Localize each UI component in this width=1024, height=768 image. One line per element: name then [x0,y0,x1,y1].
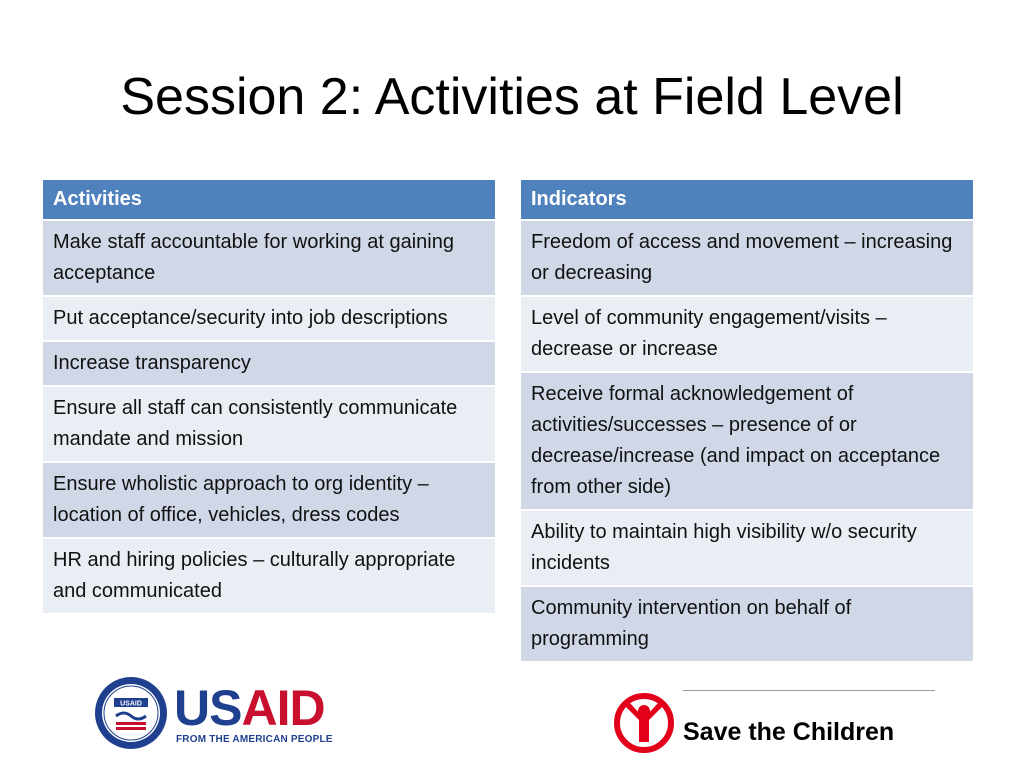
table-row [521,373,973,509]
usaid-word-us: US [174,680,242,736]
slide-title: Session 2: Activities at Field Level [120,68,904,126]
table-row [521,587,973,661]
activities-header-row [43,180,495,219]
indicator-cell: Level of community engagement/visits – decrease or increase [521,297,973,371]
table-row [43,539,495,613]
indicator-cell: Receive formal acknowledgement of activities/successes – presence of or decrease/increase (and impact on acceptance from other side) [521,373,973,509]
table-row [43,342,495,385]
table-row [43,221,495,295]
activities-header: Activities [43,180,495,219]
indicators-table [521,178,973,663]
usaid-wordmark [174,682,325,734]
activity-cell: Increase transparency [43,342,495,385]
activity-cell: Ensure wholistic approach to org identity – location of office, vehicles, dress codes [43,463,495,537]
usaid-seal-icon [94,676,168,750]
logo-rule [683,690,935,691]
table-row [521,221,973,295]
indicator-cell: Freedom of access and movement – increasing or decreasing [521,221,973,295]
save-the-children-logo [613,690,935,756]
usaid-tagline: FROM THE AMERICAN PEOPLE [176,734,333,745]
activity-cell: Make staff accountable for working at gaining acceptance [43,221,495,295]
usaid-word-aid: AID [241,680,325,736]
indicators-header: Indicators [521,180,973,219]
child-figure-icon [613,692,675,754]
table-row [43,297,495,340]
table-row [521,297,973,371]
activity-cell: Put acceptance/security into job descriptions [43,297,495,340]
table-row [521,511,973,585]
activity-cell: HR and hiring policies – culturally appropriate and communicated [43,539,495,613]
usaid-logo [94,676,344,756]
activity-cell: Ensure all staff can consistently communicate mandate and mission [43,387,495,461]
indicator-cell: Ability to maintain high visibility w/o security incidents [521,511,973,585]
indicator-cell: Community intervention on behalf of programming [521,587,973,661]
table-row [43,463,495,537]
seal-text: USAID [120,700,142,708]
activities-table [43,178,495,615]
indicators-header-row [521,180,973,219]
table-row [43,387,495,461]
save-the-children-name: Save the Children [683,718,895,746]
